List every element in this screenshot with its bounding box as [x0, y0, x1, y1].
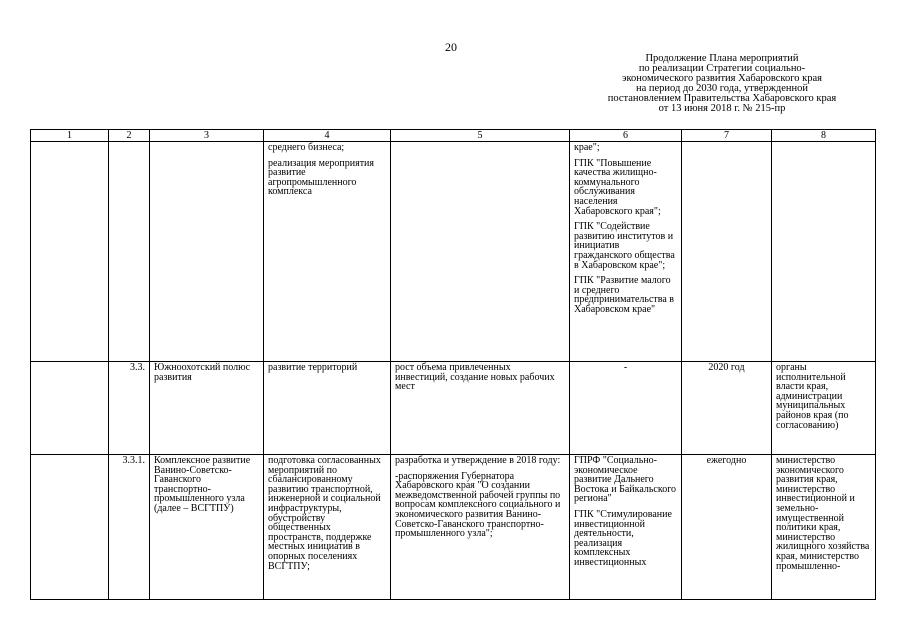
cell-text: подготовка согласованных мероприятий по сбалансированному развитию транспортной, инженерной и социальной инфраструктуры, обустройству общественных пространств, поддержке местных инициатив в опорных поселениях ВСГТПУ;: [268, 456, 381, 572]
table-cell: [570, 142, 682, 362]
item-number: 3.3.1.: [109, 455, 150, 600]
header-line: постановлением Правительства Хабаровского края: [607, 93, 837, 104]
column-number: 6: [570, 130, 682, 142]
cell-text: реализация мероприятия развитие агропромышленного комплекса: [268, 157, 375, 198]
cell-text: крае";: [574, 142, 600, 153]
table-cell: 2020 год: [682, 362, 772, 455]
cell-text: ГПК "Развитие малого и среднего предпринимательства в Хабаровском крае": [574, 275, 675, 315]
cell-text: ГПК "Содействие развитию институтов и инициатив гражданского общества в Хабаровском крае";: [574, 221, 675, 271]
plan-table: [30, 129, 876, 600]
column-number: 8: [772, 130, 876, 142]
table-cell: -: [570, 362, 682, 455]
table-cell: Южноохотский полюс развития: [150, 362, 264, 455]
page-number: 20: [445, 40, 457, 54]
column-number: 2: [109, 130, 150, 142]
cell-text: ГПК "Стимулирование инвестиционной деятельности, реализация комплексных инвестиционных: [574, 508, 672, 568]
table-cell: [31, 362, 109, 455]
document-header: [572, 54, 872, 114]
column-number-row: [31, 130, 876, 142]
table-cell: [570, 455, 682, 600]
table-cell: [264, 455, 391, 600]
table-row: [31, 142, 876, 362]
cell-text: среднего бизнеса;: [268, 142, 345, 153]
header-line: на период до 2030 года, утвержденной: [635, 83, 809, 94]
column-number: 3: [150, 130, 264, 142]
table-cell: [150, 142, 264, 362]
column-number: 5: [391, 130, 570, 142]
column-number: 4: [264, 130, 391, 142]
cell-text: -распоряжения Губернатора Хабаровского края "О создании межведомственной рабочей группы по вопросам комплексного социального и экономического развития Ванино-Советско-Гаванского транспортно-промышленного узла";: [395, 470, 561, 540]
table-cell: рост объема привлеченных инвестиций, создание новых рабочих мест: [391, 362, 570, 455]
cell-text: ГПРФ "Социально-экономическое развитие Дальнего Востока и Байкальского региона": [574, 456, 677, 505]
header-line: от 13 июня 2018 г. № 215-пр: [658, 103, 786, 114]
cell-text: разработка и утверждение в 2018 году:: [395, 455, 561, 466]
table-cell: [264, 142, 391, 362]
table-row: [31, 455, 876, 600]
item-number: 3.3.: [109, 362, 150, 455]
table-cell: Комплексное развитие Ванино-Советско-Гаванского транспортно-промышленного узла (далее – ВСГТПУ): [150, 455, 264, 600]
table-cell: [31, 142, 109, 362]
table-cell: [391, 455, 570, 600]
table-cell: [31, 455, 109, 600]
table-row: [31, 362, 876, 455]
header-line: Продолжение Плана мероприятий: [645, 53, 799, 64]
table-cell: [772, 455, 876, 600]
table-cell: [682, 142, 772, 362]
column-number: 7: [682, 130, 772, 142]
header-line: по реализации Стратегии социально-: [638, 63, 806, 74]
header-line: экономического развития Хабаровского края: [621, 73, 823, 84]
column-number: 1: [31, 130, 109, 142]
table-cell: развитие территорий: [264, 362, 391, 455]
table-cell: [109, 142, 150, 362]
table-cell: [772, 142, 876, 362]
cell-text: ГПК "Повышение качества жилищно-коммунального обслуживания населения Хабаровского края";: [574, 157, 661, 217]
cell-text: министерство экономического развития края, министерство инвестиционной и земельно-имущественной политики края, министерство жилищного хозяйства края, министерство промышленно-: [776, 456, 870, 572]
table-cell: [391, 142, 570, 362]
table-cell: органы исполнительной власти края, администрации муниципальных районов края (по согласованию): [772, 362, 876, 455]
table-cell: ежегодно: [682, 455, 772, 600]
